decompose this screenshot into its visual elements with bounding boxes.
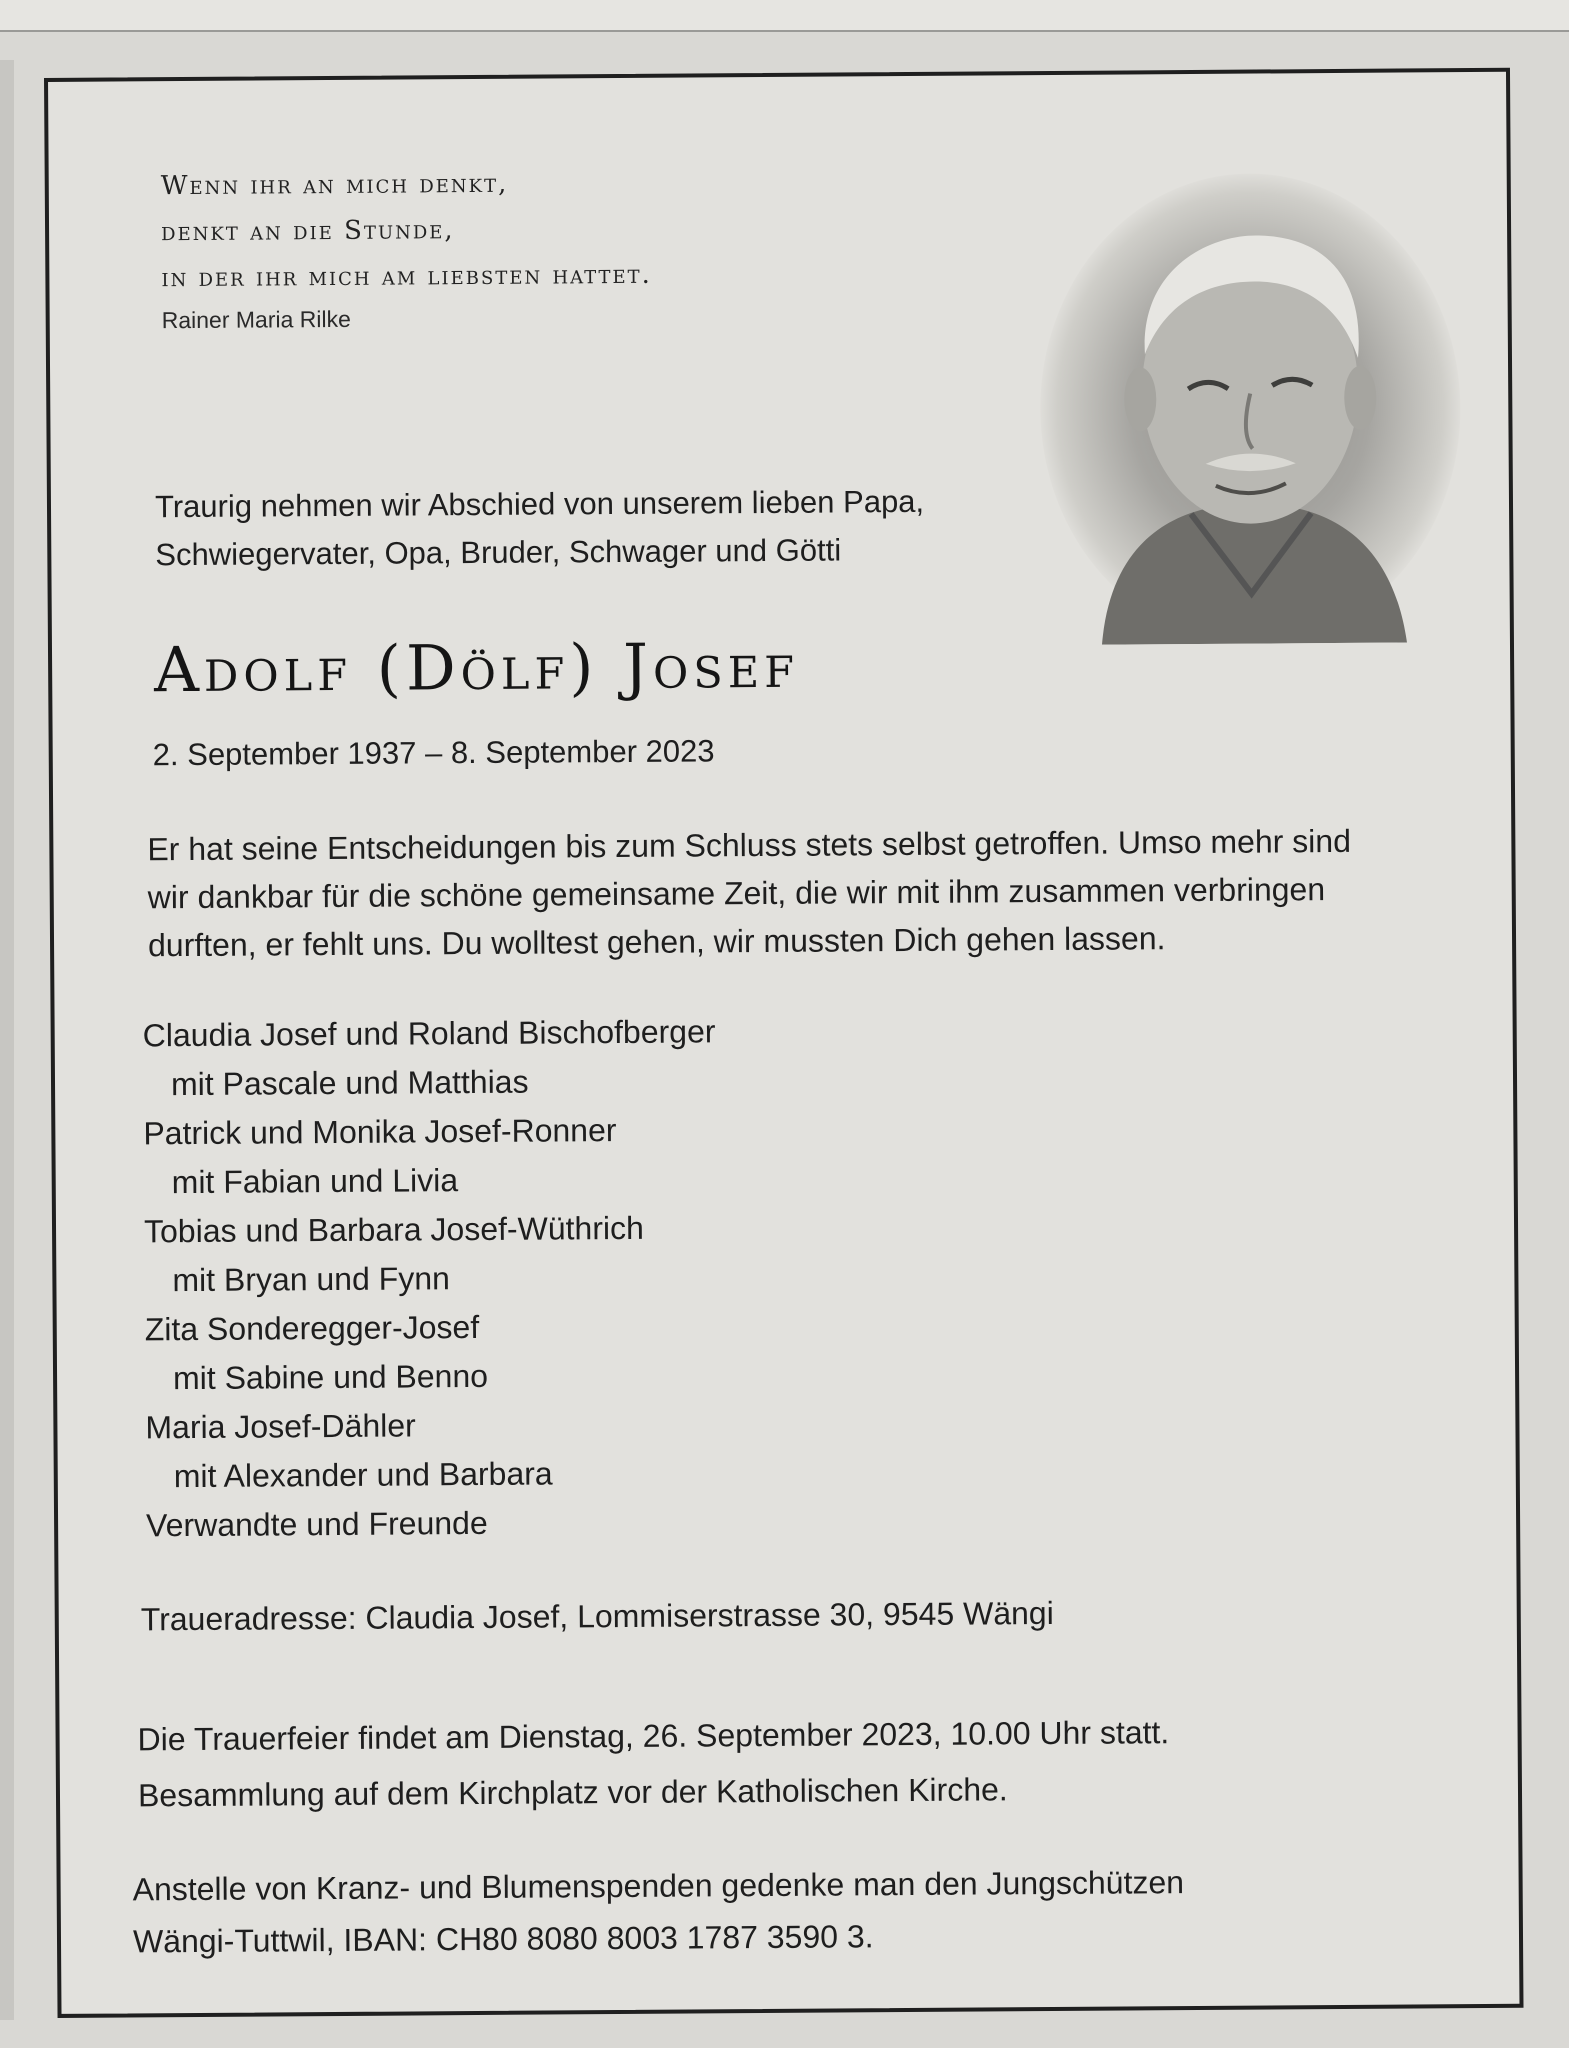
mourner-name: Maria Josef-Dähler [145, 1407, 416, 1446]
ceremony-line: Die Trauerfeier findet am Dienstag, 26. September 2023, 10.00 Uhr statt. [137, 1714, 1170, 1758]
portrait-photo [1039, 172, 1462, 645]
portrait-icon [1039, 172, 1462, 645]
mourner-name: Patrick und Monika Josef-Ronner [143, 1112, 617, 1152]
mourner-children: mit Fabian und Livia [171, 1162, 459, 1201]
intro-text [155, 478, 925, 579]
statement-line: Er hat seine Entscheidungen bis zum Schluss stets selbst getroffen. Umso mehr sind [147, 822, 1352, 868]
paper-left-edge [0, 60, 14, 2020]
mourner-children: mit Pascale und Matthias [170, 1063, 529, 1103]
life-dates: 2. September 1937 – 8. September 2023 [152, 733, 715, 773]
donation-line: Anstelle von Kranz- und Blumenspenden gedenke man den Jungschützen [132, 1864, 1185, 1908]
ceremony-line: Besammlung auf dem Kirchplatz vor der Katholischen Kirche. [137, 1771, 1008, 1814]
rilke-quote [161, 160, 652, 301]
intro-line: Traurig nehmen wir Abschied von unserem lieben Papa, [154, 483, 925, 525]
mourner-name: Tobias und Barbara Josef-Wüthrich [143, 1209, 644, 1250]
quote-author: Rainer Maria Rilke [161, 305, 351, 334]
mourner-name: Claudia Josef und Roland Bischofberger [142, 1013, 716, 1054]
quote-line: Wenn ihr an mich denkt, [160, 168, 509, 202]
statement-line: wir dankbar für die schöne gemeinsame Zeit, die wir mit ihm zusammen verbringen [147, 871, 1326, 916]
intro-line: Schwiegervater, Opa, Bruder, Schwager und Götti [155, 532, 842, 573]
ceremony-info [137, 1704, 1169, 1823]
mourners-list [143, 1007, 720, 1550]
mourner-name: Zita Sonderegger-Josef [144, 1308, 480, 1348]
donation-line: Wängi-Tuttwil, IBAN: CH80 8080 8003 1787 3590 3. [132, 1918, 874, 1960]
statement-text [147, 816, 1478, 969]
mourning-address: Traueradresse: Claudia Josef, Lommiserstrasse 30, 9545 Wängi [140, 1594, 1054, 1638]
quote-line: denkt an die Stunde, [160, 215, 455, 248]
quote-line: in der ihr mich am liebsten hattet. [161, 259, 652, 294]
deceased-name: Adolf (Dölf) Josef [153, 628, 800, 707]
statement-line: durften, er fehlt uns. Du wolltest gehen, wir mussten Dich gehen lassen. [147, 920, 1166, 964]
mourner-children: mit Sabine und Benno [172, 1357, 489, 1397]
obituary-frame [44, 68, 1524, 2018]
relatives-line: Verwandte und Freunde [145, 1504, 488, 1544]
mourner-children: mit Bryan und Fynn [172, 1260, 450, 1299]
mourner-children: mit Alexander und Barbara [173, 1455, 553, 1495]
paper-top-edge [0, 0, 1569, 32]
donation-info [132, 1856, 1184, 1967]
